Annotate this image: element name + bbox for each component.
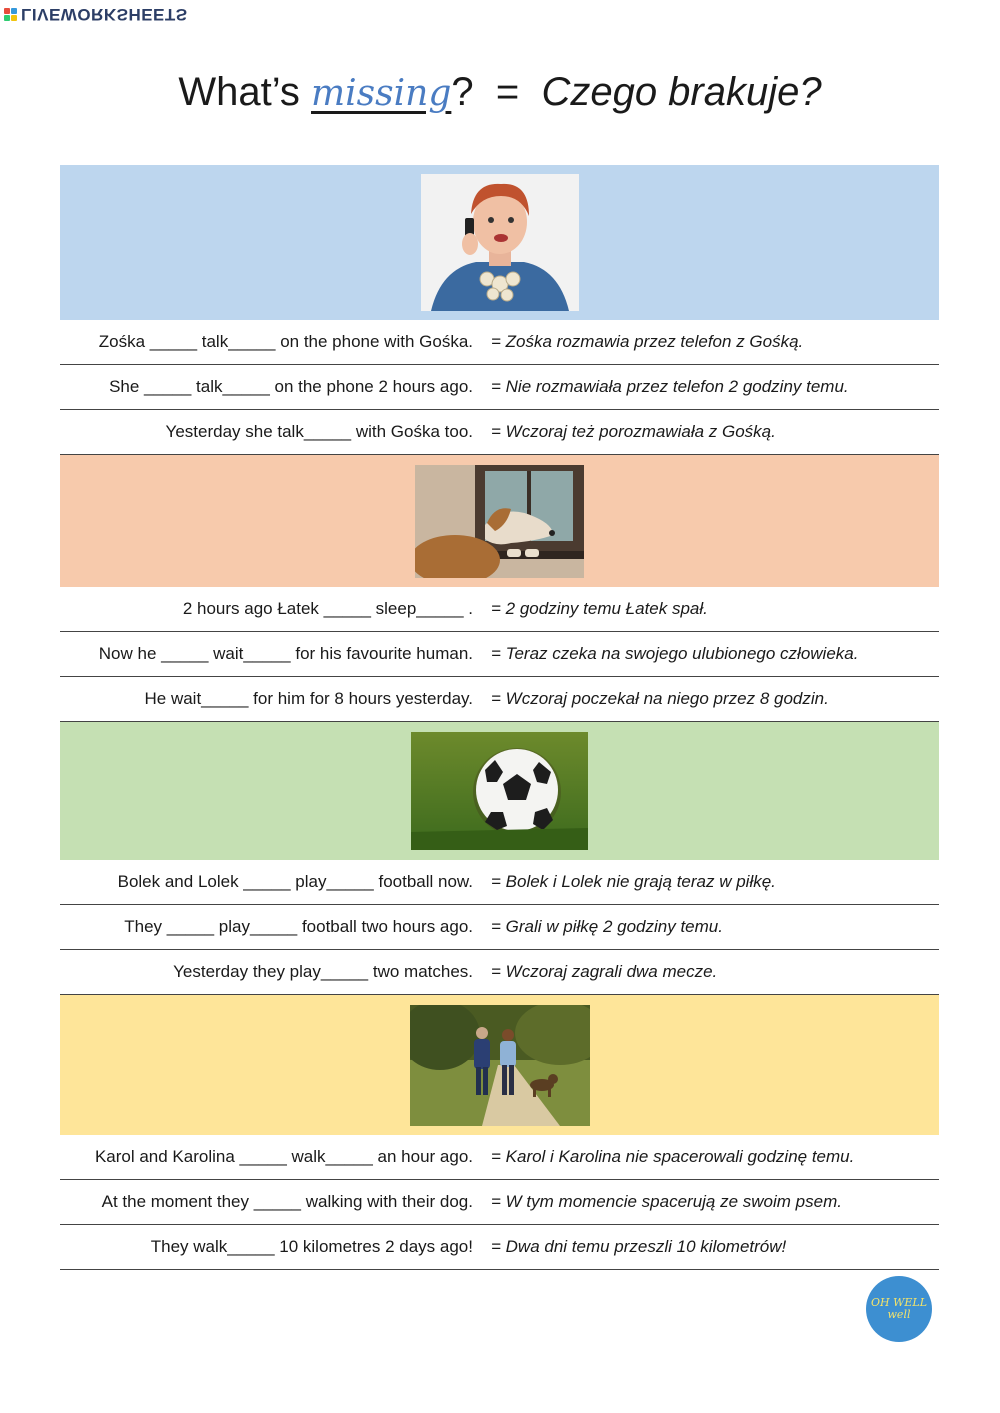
couple-walking-dog-image [410,1005,590,1126]
english-sentence: Yesterday she talk_____ with Gośka too. [165,422,473,441]
polish-translation: = Wczoraj poczekał na niego przez 8 godzin. [491,689,829,708]
sentence-row [60,632,939,677]
sentence-row [60,320,939,365]
woman-on-phone-image [421,174,579,311]
polish-translation: = Wczoraj też porozmawiała z Gośką. [491,422,776,441]
title-blank-word: missing [311,73,452,114]
polish-translation: = Teraz czeka na swojego ulubionego człowieka. [491,644,859,663]
sentence-row [60,677,939,722]
dog-at-window-image [415,465,584,578]
polish-translation: = W tym momencie spacerują ze swoim psem. [491,1192,842,1211]
sentence-row [60,365,939,410]
section-band-walk [60,995,939,1135]
sentence-row [60,905,939,950]
polish-translation: = Zośka rozmawia przez telefon z Gośką. [491,332,804,351]
english-sentence: Karol and Karolina _____ walk_____ an hour ago. [94,1147,473,1166]
oh-well-well-logo [866,1276,932,1342]
title-prefix: What’s [178,70,312,114]
sentence-row [60,1180,939,1225]
english-sentence: They _____ play_____ football two hours ago. [124,917,473,936]
liveworksheets-logo [4,4,188,24]
sentence-row [60,950,939,995]
polish-translation: = Bolek i Lolek nie grają teraz w piłkę. [491,872,776,891]
sentence-row [60,1135,939,1180]
polish-translation: = Nie rozmawiała przez telefon 2 godziny temu. [491,377,849,396]
english-sentence: 2 hours ago Łatek _____ sleep_____ . [182,599,473,618]
title-polish: Czego brakuje? [541,70,822,114]
sentence-row [60,587,939,632]
english-sentence: She _____ talk_____ on the phone 2 hours ago. [109,377,473,396]
page-title [0,70,1000,115]
english-sentence: Now he _____ wait_____ for his favourite human. [98,644,473,663]
brand-text: LIVEWORKSHEETS [21,5,188,24]
exercise-sheet [60,165,939,1270]
english-sentence: At the moment they _____ walking with their dog. [101,1192,473,1211]
polish-translation: = 2 godziny temu Łatek spał. [491,599,708,618]
section-band-phone [60,165,939,320]
logo-line-1: OH WELL [870,1296,928,1309]
sentence-row [60,410,939,455]
english-sentence: Bolek and Lolek _____ play_____ football now. [117,872,473,891]
brand-squares-icon [4,8,17,21]
english-sentence: Zośka _____ talk_____ on the phone with Gośka. [98,332,473,351]
english-sentence: He wait_____ for him for 8 hours yesterday. [144,689,473,708]
english-sentence: Yesterday they play_____ two matches. [173,962,473,981]
title-suffix: ? [451,70,474,114]
sentence-row [60,860,939,905]
polish-translation: = Wczoraj zagrali dwa mecze. [491,962,718,981]
polish-translation: = Dwa dni temu przeszli 10 kilometrów! [491,1237,787,1256]
football-on-grass-image [411,732,588,850]
logo-line-2: well [887,1308,911,1321]
title-equals: = [495,70,520,114]
sentence-row [60,1225,939,1270]
english-sentence: They walk_____ 10 kilometres 2 days ago! [150,1237,473,1256]
polish-translation: = Grali w piłkę 2 godziny temu. [491,917,723,936]
section-band-football [60,722,939,860]
section-band-dog [60,455,939,587]
polish-translation: = Karol i Karolina nie spacerowali godzinę temu. [491,1147,855,1166]
